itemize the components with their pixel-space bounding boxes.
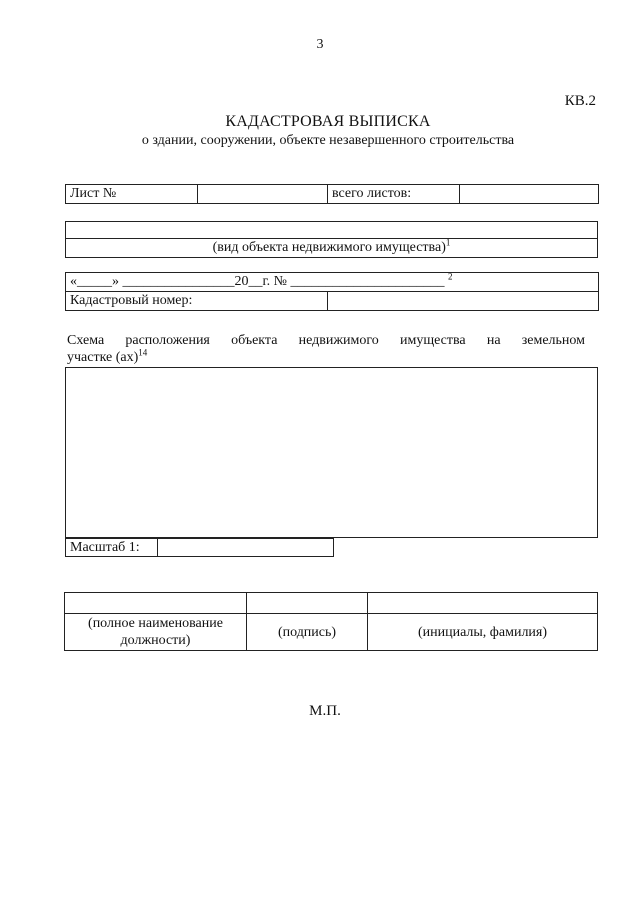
scheme-label-line2: участке (ах)$^{14}$ xyxy=(67,347,148,365)
total-sheets-label: всего листов: xyxy=(328,185,460,204)
position-field[interactable] xyxy=(65,593,247,614)
date-cadastral-table xyxy=(65,272,599,311)
name-caption: (инициалы, фамилия) xyxy=(368,614,598,651)
footnote-14: 14 xyxy=(138,347,148,358)
document-subtitle: о здании, сооружении, объекте незавершенного строительства xyxy=(141,133,515,148)
object-kind-caption: (вид объекта недвижимого имущества)$^1$ xyxy=(66,239,598,258)
cadastral-number-field[interactable] xyxy=(328,292,599,311)
form-code: КВ.2 xyxy=(564,93,596,109)
sheet-number-field[interactable] xyxy=(198,185,328,204)
document-title: КАДАСТРОВАЯ ВЫПИСКА xyxy=(225,113,431,130)
footnote-1: 1 xyxy=(445,238,451,248)
sheet-table xyxy=(65,184,599,204)
scale-label: Масштаб 1: xyxy=(66,539,158,557)
scale-table xyxy=(65,538,334,557)
signature-table xyxy=(64,592,598,651)
total-sheets-field[interactable] xyxy=(460,185,599,204)
scheme-drawing-area[interactable] xyxy=(65,367,598,538)
signature-field[interactable] xyxy=(247,593,368,614)
object-kind-table xyxy=(65,221,598,258)
scheme-label-line1: Схема расположения объекта недвижимого имущества на земельном xyxy=(67,333,585,348)
footnote-2: 2 xyxy=(448,272,453,282)
sheet-number-label: Лист № xyxy=(66,185,198,204)
cadastral-number-label: Кадастровый номер: xyxy=(66,292,328,311)
name-field[interactable] xyxy=(368,593,598,614)
page-number: 3 xyxy=(316,37,324,52)
object-kind-field[interactable] xyxy=(66,222,598,239)
signature-caption: (подпись) xyxy=(247,614,368,651)
stamp-place: М.П. xyxy=(309,703,341,719)
scale-field[interactable] xyxy=(158,539,334,557)
position-caption: (полное наименование должности) xyxy=(65,614,247,651)
date-number-line[interactable]: «_____» ________________20__г. № ______________________ $^2$ xyxy=(66,273,599,292)
